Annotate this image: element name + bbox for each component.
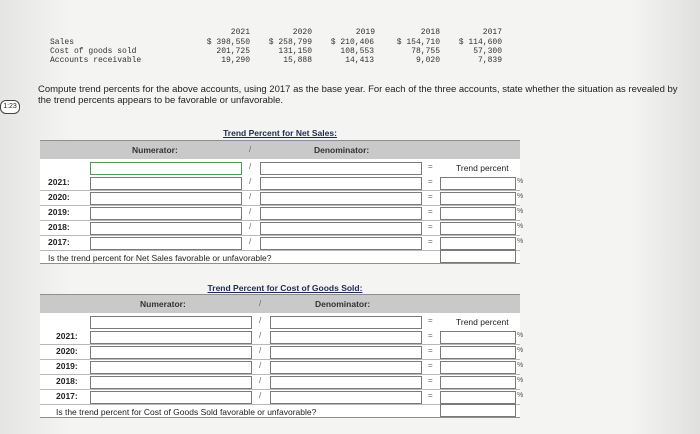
cogs-trend-percent-input[interactable] — [440, 391, 516, 404]
cogs-numerator-input[interactable] — [90, 361, 252, 374]
divide-symbol: / — [249, 145, 252, 154]
numerator-label: Numerator: — [140, 299, 186, 309]
sales-numerator-input[interactable] — [90, 222, 242, 235]
year-label: 2021: — [48, 177, 70, 187]
sales-trend-percent-input[interactable] — [440, 237, 516, 250]
equals-symbol: = — [428, 222, 433, 231]
sales-value: $ 114,600 — [458, 38, 502, 47]
cogs-trend-percent-input[interactable] — [440, 376, 516, 389]
financial-data-block — [0, 0, 700, 80]
percent-symbol: % — [517, 332, 524, 339]
sales-value: $ 398,550 — [206, 38, 250, 47]
year-label: 2019: — [56, 361, 78, 371]
cogs-trend-percent-input[interactable] — [440, 361, 516, 374]
cogs-denominator-input[interactable] — [270, 391, 422, 404]
year-label: 2021: — [56, 331, 78, 341]
equals-symbol: = — [428, 391, 433, 400]
sales-denominator-input[interactable] — [260, 207, 422, 220]
sales-trend-percent-input[interactable] — [440, 192, 516, 205]
sales-numerator-input[interactable] — [90, 237, 242, 250]
cogs-row-2021 — [40, 330, 524, 345]
sales-denominator-input[interactable] — [260, 237, 422, 250]
sales-row-2020 — [40, 191, 524, 206]
equals-symbol: = — [428, 162, 433, 171]
year-label: 2017: — [48, 237, 70, 247]
cogs-favorability-question: Is the trend percent for Cost of Goods Sold favorable or unfavorable? — [56, 407, 317, 417]
sales-denominator-input[interactable] — [260, 162, 422, 175]
year-label: 2018: — [48, 222, 70, 232]
year-label: 2018: — [56, 376, 78, 386]
percent-symbol: % — [517, 238, 524, 245]
year-header: 2020 — [292, 28, 312, 37]
sales-value: $ 154,710 — [396, 38, 440, 47]
sales-value: $ 210,406 — [330, 38, 374, 47]
denominator-label: Denominator: — [314, 145, 370, 155]
percent-symbol: % — [517, 347, 524, 354]
timer-badge: 1:23 — [0, 100, 20, 114]
ar-value: 15,888 — [283, 56, 312, 65]
percent-symbol: % — [517, 392, 524, 399]
percent-symbol: % — [517, 193, 524, 200]
equals-symbol: = — [428, 237, 433, 246]
year-header: 2021 — [230, 28, 250, 37]
sales-row-2019 — [40, 206, 524, 221]
cogs-value: 131,150 — [278, 47, 312, 56]
cogs-numerator-input[interactable] — [90, 331, 252, 344]
ar-value: 19,290 — [221, 56, 250, 65]
sales-numerator-input[interactable] — [90, 207, 242, 220]
sales-trend-percent-input[interactable] — [440, 207, 516, 220]
year-header: 2018 — [420, 28, 440, 37]
trend-percent-header: Trend percent — [456, 163, 509, 173]
equals-symbol: = — [428, 192, 433, 201]
equals-symbol: = — [428, 316, 433, 325]
equals-symbol: = — [428, 376, 433, 385]
equals-symbol: = — [428, 346, 433, 355]
sales-table-title: Trend Percent for Net Sales: — [223, 128, 337, 138]
divide-symbol: / — [259, 316, 262, 325]
divide-symbol: / — [259, 361, 262, 370]
sales-numerator-input[interactable] — [90, 177, 242, 190]
cogs-trend-percent-input[interactable] — [440, 346, 516, 359]
cogs-value: 108,553 — [340, 47, 374, 56]
divide-symbol: / — [259, 391, 262, 400]
sales-denominator-input[interactable] — [260, 192, 422, 205]
cogs-numerator-input[interactable] — [90, 376, 252, 389]
cogs-numerator-input[interactable] — [90, 316, 252, 329]
equals-symbol: = — [428, 331, 433, 340]
sales-row-2018 — [40, 221, 524, 236]
percent-symbol: % — [517, 223, 524, 230]
denominator-label: Denominator: — [315, 299, 371, 309]
ar-value: 7,839 — [477, 56, 502, 65]
divide-symbol: / — [249, 207, 252, 216]
trend-percent-header: Trend percent — [456, 317, 509, 327]
cogs-value: 78,755 — [411, 47, 440, 56]
cogs-denominator-input[interactable] — [270, 361, 422, 374]
cogs-denominator-input[interactable] — [270, 376, 422, 389]
sales-row-2017 — [40, 236, 524, 251]
sales-value: $ 258,799 — [268, 38, 312, 47]
divide-symbol: / — [259, 346, 262, 355]
year-label: 2019: — [48, 207, 70, 217]
cogs-row-2019 — [40, 360, 524, 375]
year-label: 2017: — [56, 391, 78, 401]
sales-favorability-question: Is the trend percent for Net Sales favorable or unfavorable? — [48, 253, 272, 263]
sales-trend-table — [40, 140, 524, 264]
cogs-value: 57,300 — [473, 47, 502, 56]
cogs-table-title: Trend Percent for Cost of Goods Sold: — [207, 283, 363, 293]
row-label-sales: Sales — [50, 38, 75, 47]
divide-symbol: / — [249, 237, 252, 246]
cogs-denominator-input[interactable] — [270, 331, 422, 344]
divide-symbol: / — [259, 331, 262, 340]
sales-numerator-input[interactable] — [90, 162, 242, 175]
row-label-ar: Accounts receivable — [50, 56, 142, 65]
year-header: 2017 — [482, 28, 502, 37]
sales-table-header — [40, 141, 520, 159]
cogs-row-2017 — [40, 390, 524, 405]
divide-symbol: / — [249, 162, 252, 171]
cogs-value: 201,725 — [216, 47, 250, 56]
cogs-row-2020 — [40, 345, 524, 360]
percent-symbol: % — [517, 377, 524, 384]
sales-favorability-select[interactable] — [440, 250, 516, 263]
equals-symbol: = — [428, 177, 433, 186]
sales-numerator-input[interactable] — [90, 192, 242, 205]
cogs-table-header — [40, 295, 520, 313]
percent-symbol: % — [517, 208, 524, 215]
sales-row-2021 — [40, 176, 524, 191]
divide-symbol: / — [249, 177, 252, 186]
percent-symbol: % — [517, 362, 524, 369]
cogs-denominator-input[interactable] — [270, 346, 422, 359]
cogs-trend-table — [40, 294, 524, 418]
equals-symbol: = — [428, 207, 433, 216]
ar-value: 14,413 — [345, 56, 374, 65]
instructions-text: Compute trend percents for the above accounts, using 2017 as the base year. For each of the three accounts, state whether the situation as revealed by the trend percents appears to be favorable or unfavorable. — [38, 84, 678, 106]
divide-symbol: / — [259, 376, 262, 385]
sales-trend-percent-input[interactable] — [440, 222, 516, 235]
year-label: 2020: — [56, 346, 78, 356]
divide-symbol: / — [249, 192, 252, 201]
row-label-cogs: Cost of goods sold — [50, 47, 137, 56]
sales-denominator-input[interactable] — [260, 222, 422, 235]
sales-denominator-input[interactable] — [260, 177, 422, 190]
cogs-numerator-input[interactable] — [90, 346, 252, 359]
percent-symbol: % — [517, 178, 524, 185]
divide-symbol: / — [259, 299, 262, 308]
year-label: 2020: — [48, 192, 70, 202]
cogs-denominator-input[interactable] — [270, 316, 422, 329]
equals-symbol: = — [428, 361, 433, 370]
year-header: 2019 — [355, 28, 375, 37]
divide-symbol: / — [249, 222, 252, 231]
sales-trend-percent-input[interactable] — [440, 177, 516, 190]
cogs-favorability-select[interactable] — [440, 404, 516, 417]
numerator-label: Numerator: — [132, 145, 178, 155]
cogs-trend-percent-input[interactable] — [440, 331, 516, 344]
cogs-row-2018 — [40, 375, 524, 390]
cogs-numerator-input[interactable] — [90, 391, 252, 404]
ar-value: 9,020 — [415, 56, 440, 65]
